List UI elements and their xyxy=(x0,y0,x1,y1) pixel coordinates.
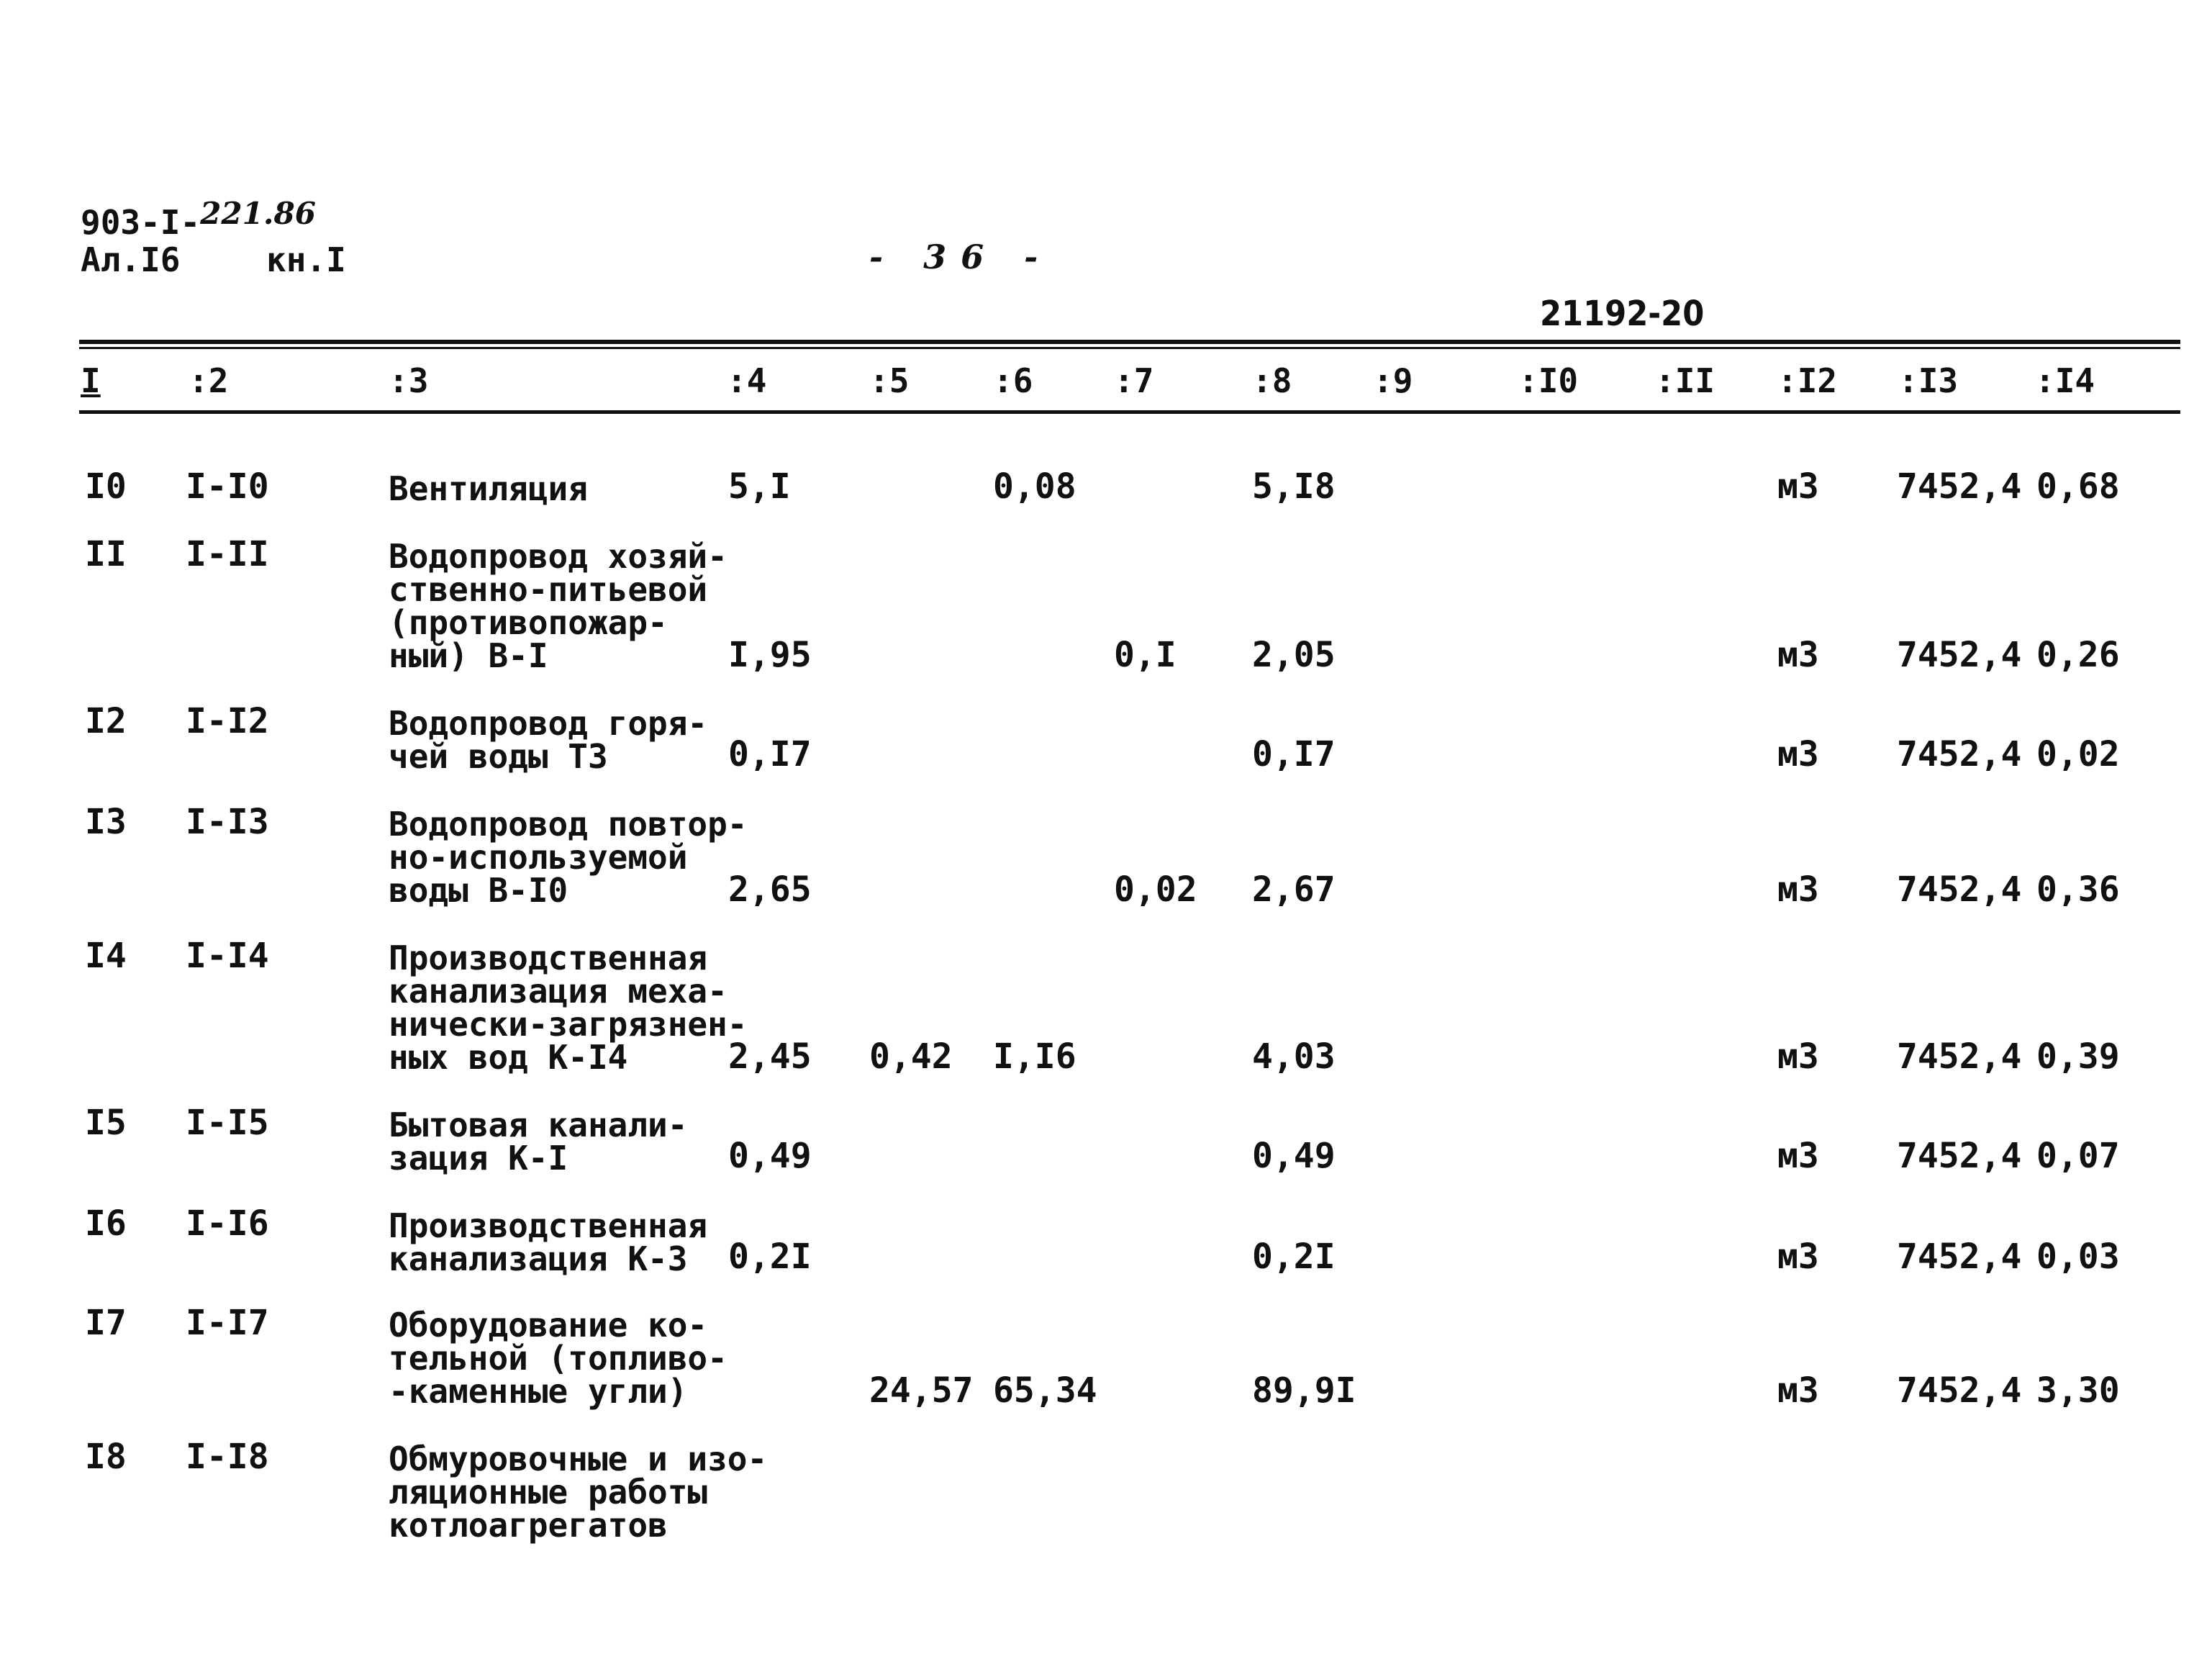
cell-col7: 0,02 xyxy=(1114,869,1197,910)
cell-unit: м3 xyxy=(1777,734,1819,774)
cell-col14: 0,07 xyxy=(2036,1136,2120,1176)
header-rule-bottom xyxy=(79,410,2180,414)
row-name-line: канализация К-3 xyxy=(389,1239,688,1278)
document-code-handwritten: 221.86 xyxy=(200,196,316,231)
row-number: I6 xyxy=(85,1203,127,1244)
page-number: - 36 - xyxy=(869,238,1053,276)
cell-col4: 2,65 xyxy=(728,869,812,910)
cell-col4: 0,49 xyxy=(728,1136,812,1176)
cell-col13: 7452,4 xyxy=(1897,1237,2022,1277)
header-rule-top xyxy=(79,340,2180,344)
row-name xyxy=(389,1306,763,1411)
cell-col13: 7452,4 xyxy=(1897,466,2022,507)
row-name xyxy=(389,1440,768,1545)
row-code: I-I8 xyxy=(186,1437,269,1477)
cell-unit: м3 xyxy=(1777,466,1819,507)
row-name xyxy=(389,939,763,1077)
row-name xyxy=(389,704,763,776)
row-name-line: ственно-питьевой xyxy=(389,570,708,609)
cell-col8: 0,2I xyxy=(1252,1237,1336,1277)
cell-col7: 0,I xyxy=(1114,635,1177,675)
col-7-header: :7 xyxy=(1114,361,1154,400)
row-name-line: (противопожар- xyxy=(389,603,668,642)
row-number: I5 xyxy=(85,1103,127,1143)
row-number: I7 xyxy=(85,1303,127,1343)
cell-col14: 0,02 xyxy=(2036,734,2120,774)
cell-col8: 4,03 xyxy=(1252,1036,1336,1077)
cell-unit: м3 xyxy=(1777,1370,1819,1411)
cell-col4: 0,2I xyxy=(728,1237,812,1277)
row-name-line: Водопровод горя- xyxy=(389,704,708,743)
cell-col14: 0,39 xyxy=(2036,1036,2120,1077)
col-11-header: :II xyxy=(1655,361,1715,400)
col-9-header: :9 xyxy=(1373,361,1413,400)
row-name xyxy=(389,1106,763,1178)
cell-unit: м3 xyxy=(1777,635,1819,675)
row-name-line: нически-загрязнен- xyxy=(389,1005,748,1044)
row-name-line: ных вод К-I4 xyxy=(389,1038,628,1077)
col-4-header: :4 xyxy=(727,361,767,400)
col-2-header: :2 xyxy=(189,361,229,400)
row-name-line: котлоагрегатов xyxy=(389,1506,668,1545)
row-name-line: воды В-I0 xyxy=(389,871,568,910)
cell-col8: 89,9I xyxy=(1252,1370,1356,1411)
cell-col14: 0,26 xyxy=(2036,635,2120,675)
row-name-line: Производственная xyxy=(389,1206,708,1245)
row-name-line: Производственная xyxy=(389,939,708,977)
row-number: I8 xyxy=(85,1437,127,1477)
cell-col6: 65,34 xyxy=(993,1370,1097,1411)
cell-col8: 5,I8 xyxy=(1252,466,1336,507)
header-rule-top-thin xyxy=(79,347,2180,349)
cell-unit: м3 xyxy=(1777,1237,1819,1277)
cell-unit: м3 xyxy=(1777,1036,1819,1077)
row-name-line: зация К-I xyxy=(389,1139,568,1178)
row-number: I3 xyxy=(85,802,127,842)
row-number: I0 xyxy=(85,466,127,507)
cell-col13: 7452,4 xyxy=(1897,734,2022,774)
col-13-header: :I3 xyxy=(1898,361,1959,400)
row-name-line: Оборудование ко- xyxy=(389,1306,708,1345)
book-label: кн.I xyxy=(266,240,346,279)
col-6-header: :6 xyxy=(993,361,1033,400)
cell-unit: м3 xyxy=(1777,869,1819,910)
cell-col14: 0,36 xyxy=(2036,869,2120,910)
row-code: I-I2 xyxy=(186,701,269,741)
cell-col6: I,I6 xyxy=(993,1036,1076,1077)
document-code-printed: 903-I- xyxy=(81,203,201,242)
col-10-header: :I0 xyxy=(1518,361,1579,400)
col-5-header: :5 xyxy=(869,361,910,400)
row-code: I-I5 xyxy=(186,1103,269,1143)
cell-col14: 3,30 xyxy=(2036,1370,2120,1411)
row-code: I-I6 xyxy=(186,1203,269,1244)
row-name-line: но-используемой xyxy=(389,838,688,877)
col-8-header: :8 xyxy=(1252,361,1292,400)
row-number: I4 xyxy=(85,936,127,976)
cell-col13: 7452,4 xyxy=(1897,1370,2022,1411)
cell-col8: 2,05 xyxy=(1252,635,1336,675)
row-name-line: Бытовая канали- xyxy=(389,1106,688,1144)
col-14-header: :I4 xyxy=(2035,361,2095,400)
cell-col4: 2,45 xyxy=(728,1036,812,1077)
row-name-line: Вентиляция xyxy=(389,469,588,508)
row-code: I-I7 xyxy=(186,1303,269,1343)
row-name xyxy=(389,537,763,675)
row-name xyxy=(389,1206,763,1278)
row-code: I-II xyxy=(186,534,269,574)
stamp-number: 21192-20 xyxy=(1540,294,1705,334)
row-name-line: Водопровод повтор- xyxy=(389,805,748,844)
row-name-line: канализация меха- xyxy=(389,972,727,1011)
cell-col6: 0,08 xyxy=(993,466,1076,507)
row-name-line: ляционные работы xyxy=(389,1473,708,1511)
cell-unit: м3 xyxy=(1777,1136,1819,1176)
row-code: I-I0 xyxy=(186,466,269,507)
document-code xyxy=(81,196,316,242)
row-name-line: Обмуровочные и изо- xyxy=(389,1440,768,1478)
cell-col4: 5,I xyxy=(728,466,791,507)
cell-col13: 7452,4 xyxy=(1897,1036,2022,1077)
cell-col13: 7452,4 xyxy=(1897,869,2022,910)
cell-col4: I,95 xyxy=(728,635,812,675)
cell-col8: 0,49 xyxy=(1252,1136,1336,1176)
cell-col4: 0,I7 xyxy=(728,734,812,774)
col-3-header: :3 xyxy=(389,361,429,400)
col-12-header: :I2 xyxy=(1777,361,1838,400)
row-name-line: тельной (топливо- xyxy=(389,1339,727,1378)
col-1-header: I xyxy=(81,361,101,400)
cell-col8: 2,67 xyxy=(1252,869,1336,910)
row-number: I2 xyxy=(85,701,127,741)
cell-col13: 7452,4 xyxy=(1897,1136,2022,1176)
row-name-line: -каменные угли) xyxy=(389,1372,688,1411)
album-label: Ал.I6 xyxy=(81,240,181,279)
cell-col14: 0,68 xyxy=(2036,466,2120,507)
cell-col13: 7452,4 xyxy=(1897,635,2022,675)
row-name-line: чей воды Т3 xyxy=(389,737,608,776)
cell-col5: 0,42 xyxy=(869,1036,953,1077)
row-name-line: ный) В-I xyxy=(389,636,548,675)
row-name xyxy=(389,805,763,910)
row-number: II xyxy=(85,534,127,574)
cell-col8: 0,I7 xyxy=(1252,734,1336,774)
row-code: I-I3 xyxy=(186,802,269,842)
cell-col14: 0,03 xyxy=(2036,1237,2120,1277)
row-name-line: Водопровод хозяй- xyxy=(389,537,727,576)
cell-col5: 24,57 xyxy=(869,1370,974,1411)
row-code: I-I4 xyxy=(186,936,269,976)
